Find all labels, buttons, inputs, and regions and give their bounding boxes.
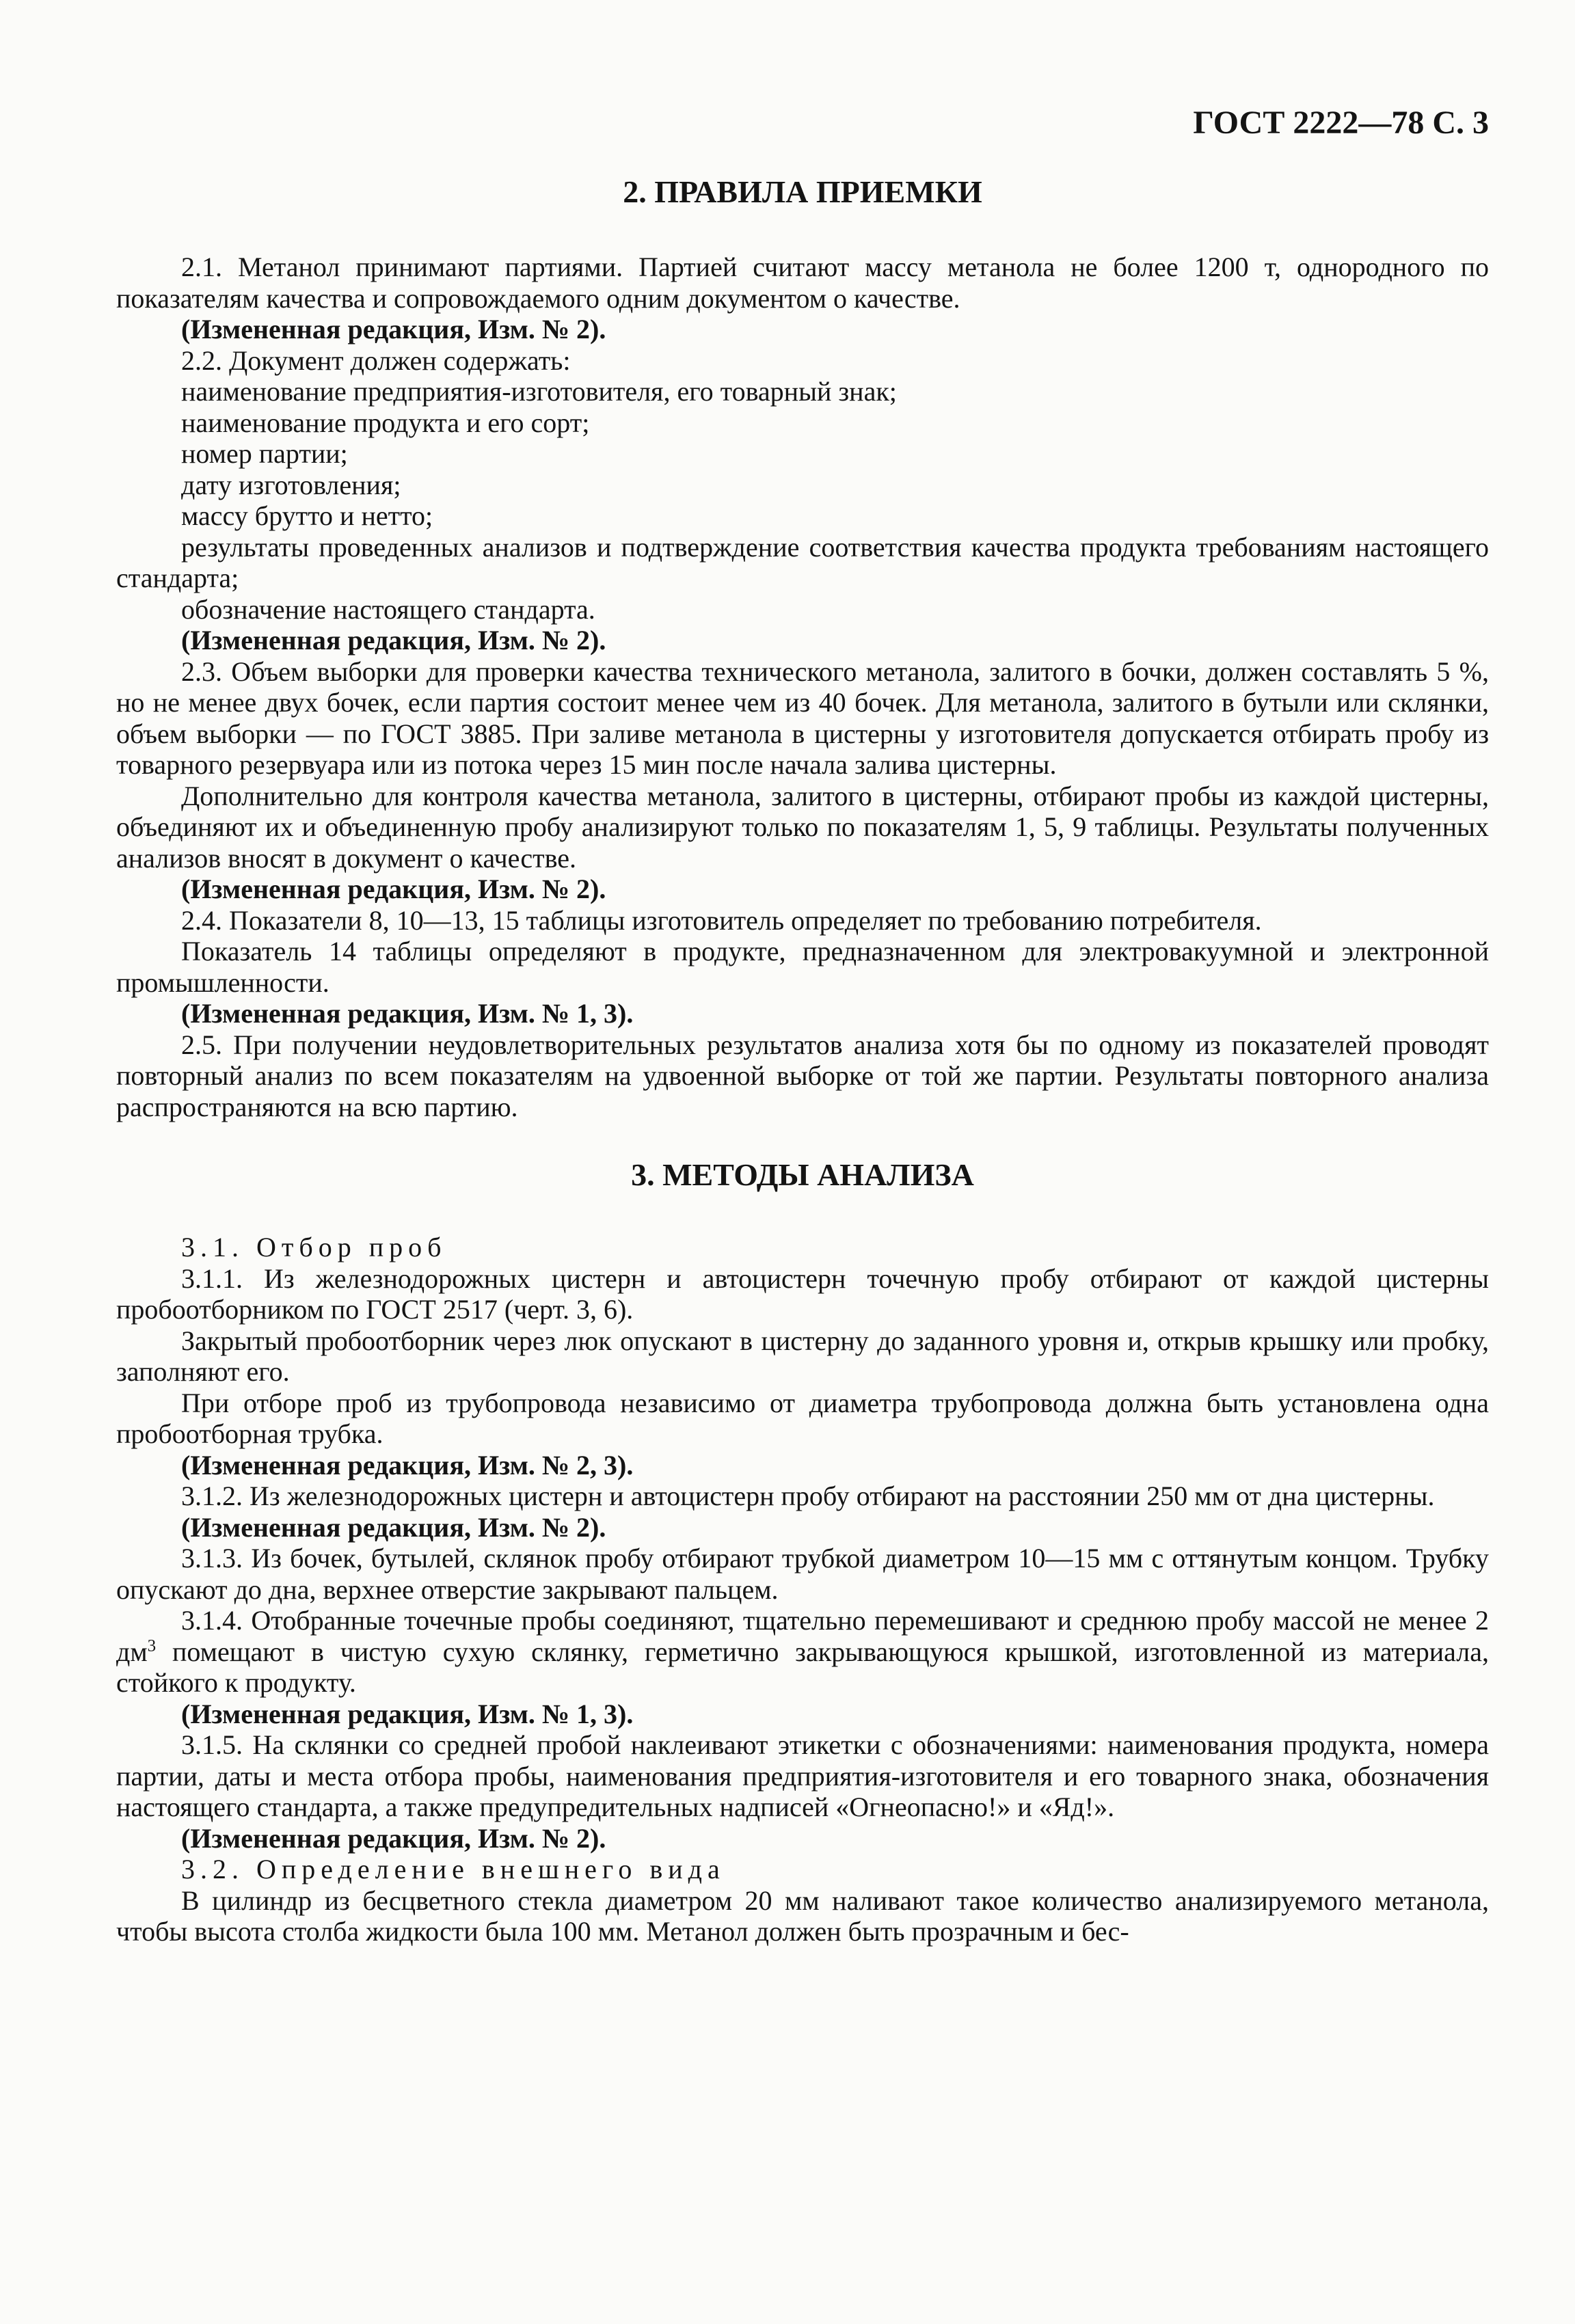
paragraph-3-1-4-text-end: помещают в чистую сухую склянку, герметично закрывающуюся крышкой, изготовленной из материала, стойкого к продукту.	[116, 1636, 1489, 1698]
paragraph-2-3-continued: Дополнительно для контроля качества метанола, залитого в цистерны, отбирают пробы из каждой цистерны, объединяют их и объединенную пробу анализируют только по показателям 1, 5, 9 таблицы. Результаты полученных анализов вносят в документ о качестве.	[116, 780, 1489, 874]
paragraph-2-4: 2.4. Показатели 8, 10—13, 15 таблицы изготовитель определяет по требованию потребителя.	[181, 904, 1262, 936]
superscript-exponent: 3	[147, 1636, 157, 1656]
page-header: ГОСТ 2222—78 С. 3	[1193, 105, 1489, 141]
list-item: номер партии;	[181, 438, 348, 469]
paragraph-3-1-5: 3.1.5. На склянки со средней пробой наклеивают этикетки с обозначениями: наименования продукта, номера партии, даты и места отбора пробы, наименования предприятия-изготовителя и его товарного знака, обозначения настоящего стандарта, а также предупредительных надписей «Огнеопасно!» и «Яд!».	[116, 1729, 1489, 1822]
amendment-note: (Измененная редакция, Изм. № 2).	[181, 1822, 606, 1854]
section-3-heading: 3. МЕТОДЫ АНАЛИЗА	[631, 1157, 974, 1192]
paragraph-2-2: 2.2. Документ должен содержать:	[181, 344, 571, 376]
list-item: дату изготовления;	[181, 469, 401, 500]
amendment-note: (Измененная редакция, Изм. № 2).	[181, 1511, 606, 1543]
amendment-note: (Измененная редакция, Изм. № 2).	[181, 314, 606, 344]
document-page	[116, 103, 1489, 1947]
paragraph-3-1-1-continued: Закрытый пробоотборник через люк опускают в цистерну до заданного уровня и, открыв крышку или пробку, заполняют его.	[116, 1325, 1489, 1387]
subsection-3-1-title: 3.1. Отбор проб	[181, 1232, 447, 1262]
paragraph-3-1-2: 3.1.2. Из железнодорожных цистерн и автоцистерн пробу отбирают на расстоянии 250 мм от дна цистерны.	[181, 1481, 1435, 1511]
paragraph-3-1-1: 3.1.1. Из железнодорожных цистерн и автоцистерн точечную пробу отбирают от каждой цистерны пробоотборником по ГОСТ 2517 (черт. 3, 6).	[116, 1262, 1489, 1325]
list-item: обозначение настоящего стандарта.	[181, 593, 595, 625]
list-item: наименование предприятия-изготовителя, его товарный знак;	[181, 376, 897, 407]
paragraph-2-4-continued: Показатель 14 таблицы определяют в продукте, предназначенном для электровакуумной и электронной промышленности.	[116, 936, 1489, 998]
list-item: наименование продукта и его сорт;	[181, 407, 590, 438]
section-2-heading: 2. ПРАВИЛА ПРИЕМКИ	[623, 174, 982, 209]
list-item: результаты проведенных анализов и подтверждение соответствия качества продукта требованиям настоящего стандарта;	[116, 531, 1489, 593]
paragraph-3-1-4-text: 3.1.4. Отобранные точечные пробы соединяют, тщательно перемешивают и среднюю пробу массой не менее 2 дм	[116, 1605, 1489, 1667]
amendment-note: (Измененная редакция, Изм. № 2, 3).	[181, 1449, 634, 1481]
paragraph-2-5: 2.5. При получении неудовлетворительных результатов анализа хотя бы по одному из показателей проводят повторный анализ по всем показателям на удвоенной выборке от той же партии. Результаты повторного анализа распространяются на всю партию.	[116, 1029, 1489, 1122]
amendment-note: (Измененная редакция, Изм. № 1, 3).	[181, 998, 634, 1029]
list-item: массу брутто и нетто;	[181, 500, 433, 531]
paragraph-3-2: В цилиндр из бесцветного стекла диаметром 20 мм наливают такое количество анализируемого метанола, чтобы высота столба жидкости была 100 мм. Метанол должен быть прозрачным и бес-	[116, 1884, 1489, 1947]
amendment-note: (Измененная редакция, Изм. № 2).	[181, 625, 606, 656]
paragraph-3-1-3: 3.1.3. Из бочек, бутылей, склянок пробу отбирают трубкой диаметром 10—15 мм с оттянутым концом. Трубку опускают до дна, верхнее отверстие закрывают пальцем.	[116, 1543, 1489, 1605]
paragraph-3-1-1-continued: При отборе проб из трубопровода независимо от диаметра трубопровода должна быть установлена одна пробоотборная трубка.	[116, 1387, 1489, 1449]
amendment-note: (Измененная редакция, Изм. № 1, 3).	[181, 1698, 634, 1729]
amendment-note: (Измененная редакция, Изм. № 2).	[181, 874, 606, 904]
paragraph-2-3: 2.3. Объем выборки для проверки качества технического метанола, залитого в бочки, должен составлять 5 %, но не менее двух бочек, если партия состоит менее чем из 40 бочек. Для метанола, залитого в бутыли или склянки, объем выборки — по ГОСТ 3885. При заливе метанола в цистерны у изготовителя допускается отбирать пробу из товарного резервуара или из потока через 15 мин после начала залива цистерны.	[116, 656, 1489, 780]
paragraph-3-1-4	[116, 1605, 1489, 1699]
paragraph-2-1: 2.1. Метанол принимают партиями. Партией считают массу метанола не более 1200 т, однородного по показателям качества и сопровождаемого одним документом о качестве.	[116, 252, 1489, 314]
section-2-body	[116, 252, 1489, 1122]
subsection-3-2-title: 3.2. Определение внешнего вида	[181, 1854, 725, 1884]
section-3-body	[116, 1232, 1489, 1947]
